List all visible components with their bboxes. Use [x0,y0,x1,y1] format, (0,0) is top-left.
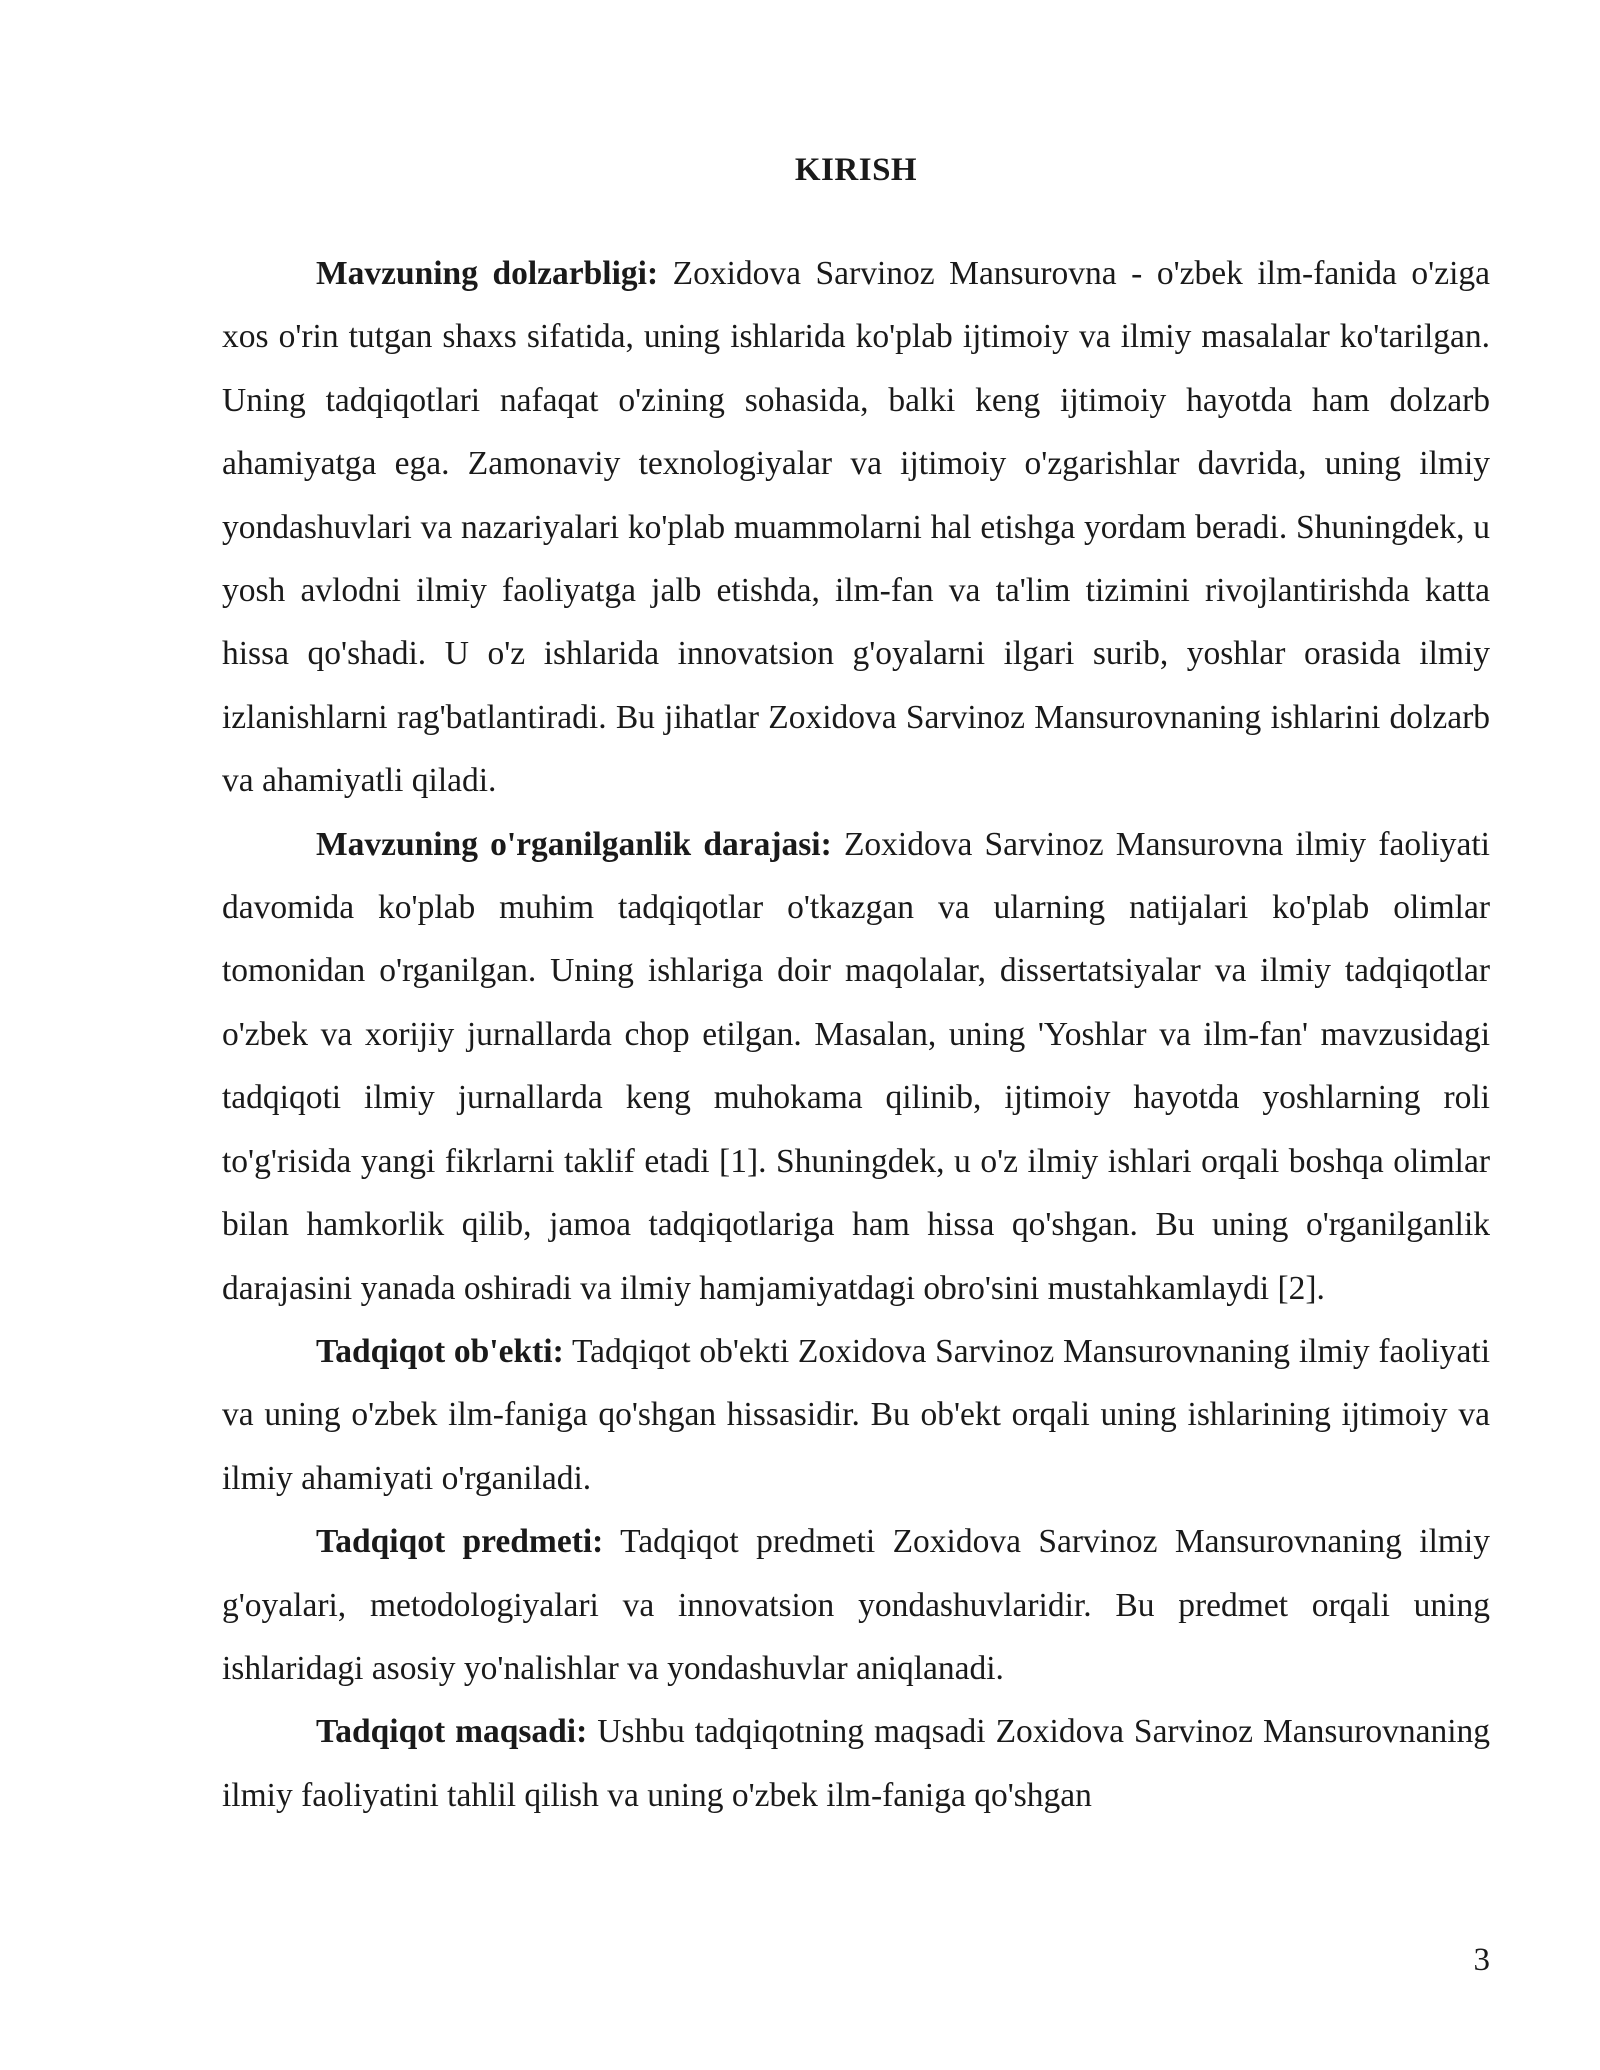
paragraph-research-object [222,1320,1490,1510]
paragraph-heading: Tadqiqot predmeti: [316,1523,604,1561]
paragraph-text: Ushbu tadqiqotning maqsadi Zoxidova Sarvinoz Mansurovnaning ilmiy faoliyatini tahlil qilish va uning o'zbek ilm-faniga qo'shgan [222,1713,1491,1814]
document-body [222,242,1490,1827]
paragraph-text: Zoxidova Sarvinoz Mansurovna ilmiy faoliyati davomida ko'plab muhim tadqiqotlar o'tkazgan va ularning natijalari ko'plab olimlar tomonidan o'rganilgan. Uning ishlariga doir maqolalar, dissertatsiyalar va ilmiy tadqiqotlar o'zbek va xorijiy jurnallarda chop etilgan. Masalan, uning 'Yoshlar va ilm-fan' mavzusidagi tadqiqoti ilmiy jurnallarda keng muhokama qilinib, ijtimoiy hayotda yoshlarning roli to'g'risida yangi fikrlarni taklif etadi [1]. Shuningdek, u o'z ilmiy ishlari orqali boshqa olimlar bilan hamkorlik qilib, jamoa tadqiqotlariga ham hissa qo'shgan. Bu uning o'rganilganlik darajasini yanada oshiradi va ilmiy hamjamiyatdagi obro'sini mustahkamlaydi [2]. [222,825,1490,1307]
paragraph-relevance [222,242,1490,813]
paragraph-research-goal [222,1700,1490,1827]
paragraph-text: Tadqiqot predmeti Zoxidova Sarvinoz Mansurovnaning ilmiy g'oyalari, metodologiyalari va innovatsion yondashuvlaridir. Bu predmet orqali uning ishlaridagi asosiy yo'nalishlar va yondashuvlar aniqlanadi. [222,1523,1490,1687]
paragraph-study-level [222,813,1490,1320]
paragraph-text: Zoxidova Sarvinoz Mansurovna - o'zbek ilm-fanida o'ziga xos o'rin tutgan shaxs sifatida, uning ishlarida ko'plab ijtimoiy va ilmiy masalalar ko'tarilgan. Uning tadqiqotlari nafaqat o'zining sohasida, balki keng ijtimoiy hayotda ham dolzarb ahamiyatga ega. Zamonaviy texnologiyalar va ijtimoiy o'zgarishlar davrida, uning ilmiy yondashuvlari va nazariyalari ko'plab muammolarni hal etishga yordam beradi. Shuningdek, u yosh avlodni ilmiy faoliyatga jalb etishda, ilm-fan va ta'lim tizimini rivojlantirishda katta hissa qo'shadi. U o'z ishlarida innovatsion g'oyalarni ilgari surib, yoshlar orasida ilmiy izlanishlarni rag'batlantiradi. Bu jihatlar Zoxidova Sarvinoz Mansurovnaning ishlarini dolzarb va ahamiyatli qiladi. [222,255,1491,800]
paragraph-heading: Tadqiqot ob'ekti: [316,1332,564,1370]
paragraph-heading: Mavzuning o'rganilganlik darajasi: [316,825,832,863]
page-title: KIRISH [794,152,918,188]
paragraph-heading: Mavzuning dolzarbligi: [316,255,659,292]
paragraph-heading: Tadqiqot maqsadi: [316,1713,588,1751]
paragraph-research-subject [222,1510,1490,1700]
page-number: 3 [1473,1942,1490,1978]
paragraph-text: Tadqiqot ob'ekti Zoxidova Sarvinoz Mansurovnaning ilmiy faoliyati va uning o'zbek ilm-faniga qo'shgan hissasidir. Bu ob'ekt orqali uning ishlarining ijtimoiy va ilmiy ahamiyati o'rganiladi. [222,1332,1491,1497]
